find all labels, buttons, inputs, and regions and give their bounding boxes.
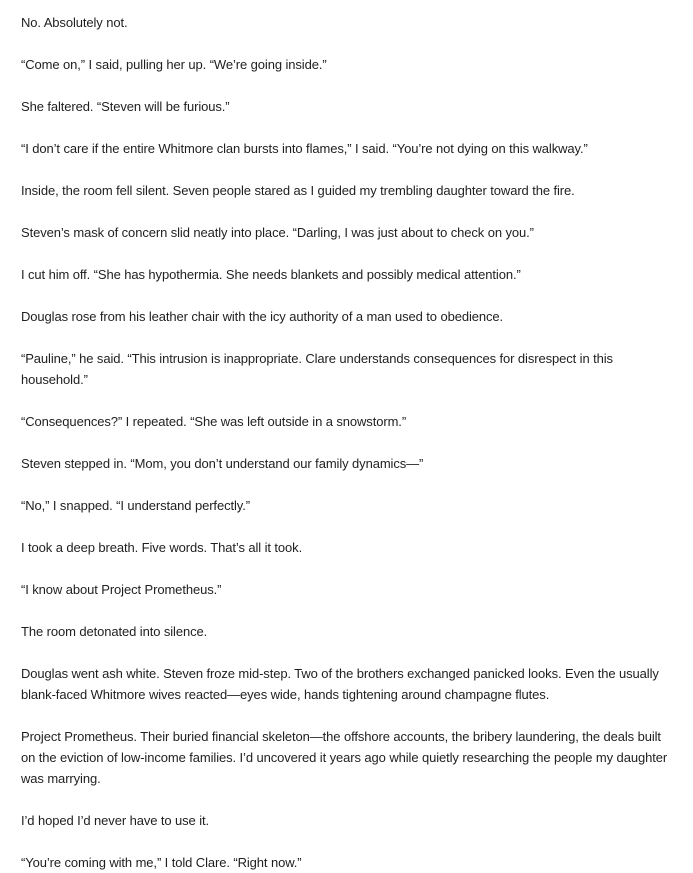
- paragraph: I cut him off. “She has hypothermia. She needs blankets and possibly medical attention.”: [21, 267, 521, 282]
- paragraph: “Pauline,” he said. “This intrusion is inappropriate. Clare understands consequences for disrespect in this household.”: [21, 351, 613, 387]
- paragraph: “I know about Project Prometheus.”: [21, 582, 222, 597]
- paragraph: Douglas rose from his leather chair with the icy authority of a man used to obedience.: [21, 309, 504, 324]
- paragraph: Project Prometheus. Their buried financial skeleton—the offshore accounts, the bribery laundering, the deals built on the eviction of low-income families. I’d uncovered it years ago while quietly researching the people my daughter was marrying.: [21, 729, 668, 786]
- paragraph: She faltered. “Steven will be furious.”: [21, 99, 230, 114]
- paragraph: I took a deep breath. Five words. That’s all it took.: [21, 540, 303, 555]
- paragraph: “I don’t care if the entire Whitmore clan bursts into flames,” I said. “You’re not dying on this walkway.”: [21, 141, 588, 156]
- paragraph: “You’re coming with me,” I told Clare. “Right now.”: [21, 855, 302, 870]
- paragraph: Steven stepped in. “Mom, you don’t understand our family dynamics—”: [21, 456, 424, 471]
- paragraph: “No,” I snapped. “I understand perfectly.”: [21, 498, 250, 513]
- paragraph: Douglas went ash white. Steven froze mid-step. Two of the brothers exchanged panicked looks. Even the usually blank-faced Whitmore wives reacted—eyes wide, hands tightening around champagne flutes.: [21, 666, 659, 702]
- paragraph: “Consequences?” I repeated. “She was left outside in a snowstorm.”: [21, 414, 407, 429]
- paragraph: No. Absolutely not.: [21, 15, 128, 30]
- paragraph: The room detonated into silence.: [21, 624, 208, 639]
- paragraph: I’d hoped I’d never have to use it.: [21, 813, 210, 828]
- paragraph: Inside, the room fell silent. Seven people stared as I guided my trembling daughter toward the fire.: [21, 183, 575, 198]
- paragraph: “Come on,” I said, pulling her up. “We’re going inside.”: [21, 57, 327, 72]
- paragraph: Steven’s mask of concern slid neatly into place. “Darling, I was just about to check on you.”: [21, 225, 534, 240]
